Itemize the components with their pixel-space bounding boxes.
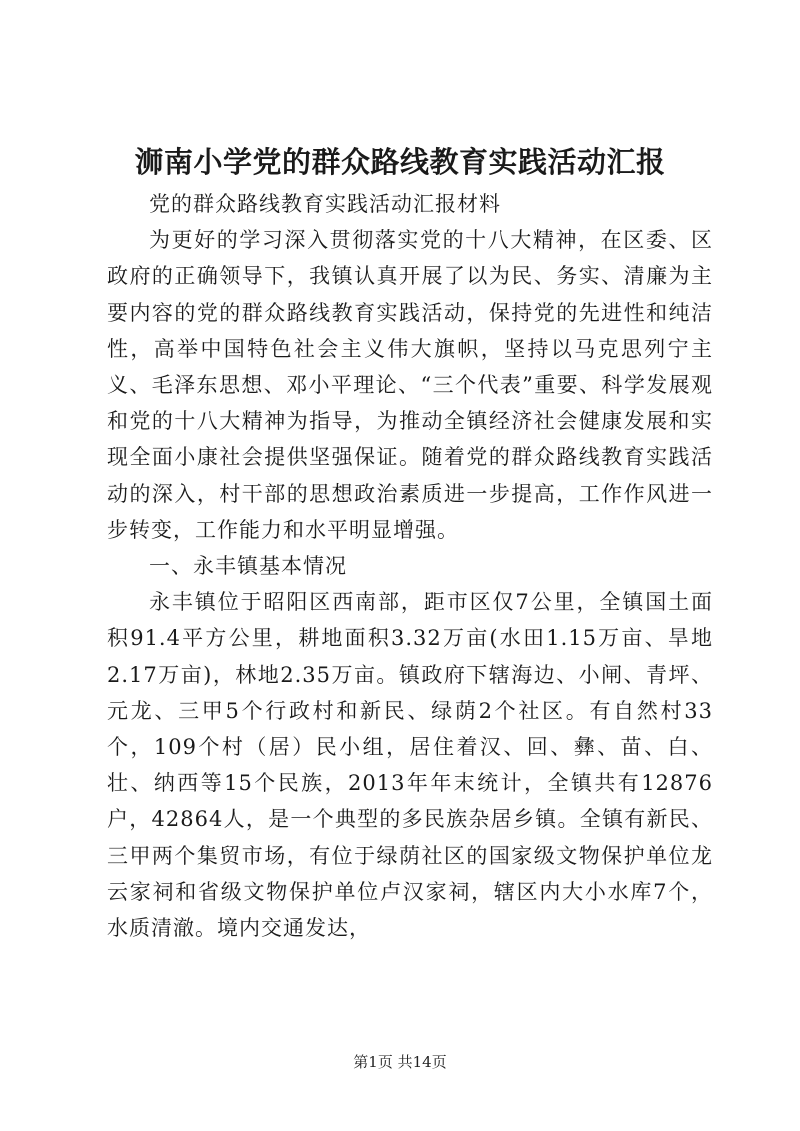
section-heading: 一、永丰镇基本情况 [149,554,347,579]
paragraph-subtitle: 党的群众路线教育实践活动汇报材料 [149,192,501,216]
document-title: 浉南小学党的群众路线教育实践活动汇报 [134,145,666,179]
paragraph-intro: 为更好的学习深入贯彻落实党的十八大精神，在区委、区政府的正确领导下，我镇认真开展了以为民、务实、清廉为主要内容的党的群众路线教育实践活动，保持党的先进性和纯洁性，高举中国特色社会主义伟大旗帜，坚持以马克思列宁主义、毛泽东思想、邓小平理论、“三个代表”重要、科学发展观和党的十八大精神为指导，为推动全镇经济社会健康发展和实现全面小康社会提供坚强保证。随着党的群众路线教育实践活动的深入，村干部的思想政治素质进一步提高，工作作风进一步转变，工作能力和水平明显增强。 [107,228,713,542]
page-indicator: 第1页 共14页 [353,1053,447,1071]
paragraph-overview: 永丰镇位于昭阳区西南部，距市区仅7公里，全镇国土面积91.4平方公里，耕地面积3.32万亩(水田1.15万亩、旱地2.17万亩)，林地2.35万亩。镇政府下辖海边、小闸、青坪、元龙、三甲5个行政村和新民、绿荫2个社区。有自然村33个，109个村（居）民小组，居住着汉、回、彝、苗、白、壮、纳西等15个民族，2013年年末统计，全镇共有12876户，42864人，是一个典型的多民族杂居乡镇。全镇有新民、三甲两个集贸市场，有位于绿荫社区的国家级文物保护单位龙云家祠和省级文物保护单位卢汉家祠，辖区内大小水库7个，水质清澈。境内交通发达， [107,590,713,941]
document-body [107,186,713,946]
